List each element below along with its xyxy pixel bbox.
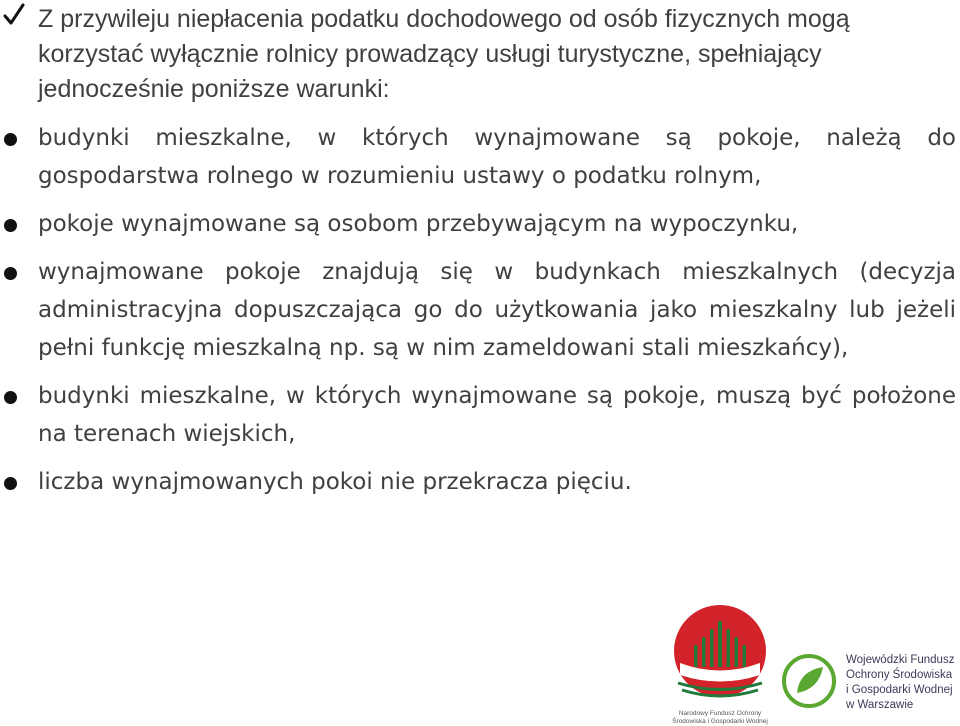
wfos-line1: Wojewódzki Fundusz — [846, 654, 955, 666]
wfos-logo — [779, 643, 960, 723]
list-item-text: pokoje wynajmowane są osobom przebywającym na wypoczynku, — [38, 211, 799, 237]
wfos-line3: i Gospodarki Wodnej — [846, 684, 953, 696]
bullet-icon — [4, 219, 17, 232]
list-item — [0, 119, 956, 195]
logos — [668, 603, 960, 726]
bullet-icon — [4, 391, 17, 404]
nfosigw-logo — [672, 603, 768, 726]
nfosigw-line1: Narodowy Fundusz Ochrony — [678, 710, 762, 717]
checkmark-icon — [2, 2, 26, 28]
bullet-icon — [4, 133, 17, 146]
conditions-list — [0, 119, 956, 511]
list-item — [0, 377, 956, 453]
list-item — [0, 253, 956, 367]
wfos-line2: Ochrony Środowiska — [846, 669, 953, 681]
list-item — [0, 463, 956, 501]
list-item-text: budynki mieszkalne, w których wynajmowane są pokoje, muszą być położone na terenach wiejskich, — [38, 383, 956, 447]
list-item — [0, 205, 956, 243]
list-item-text: wynajmowane pokoje znajdują się w budynkach mieszkalnych (decyzja administracyjna dopuszczająca go do użytkowania jako mieszkalny lub jeżeli pełni funkcję mieszkalną np. są w nim zameldowani stali mieszkańcy), — [38, 259, 956, 361]
wfos-line4: w Warszawie — [846, 699, 914, 711]
intro-text: Z przywileju niepłacenia podatku dochodowego od osób fizycznych mogą korzystać wyłącznie rolnicy prowadzący usługi turystyczne, spełniający jednocześnie poniższe warunki: — [38, 5, 850, 103]
list-item-text: liczba wynajmowanych pokoi nie przekracza pięciu. — [38, 469, 632, 495]
bullet-icon — [4, 477, 17, 490]
nfosigw-line2: Środowiska i Gospodarki Wodnej — [672, 718, 768, 725]
bullet-icon — [4, 267, 17, 280]
intro-block — [0, 2, 950, 107]
list-item-text: budynki mieszkalne, w których wynajmowane są pokoje, należą do gospodarstwa rolnego w rozumieniu ustawy o podatku rolnym, — [38, 125, 956, 189]
